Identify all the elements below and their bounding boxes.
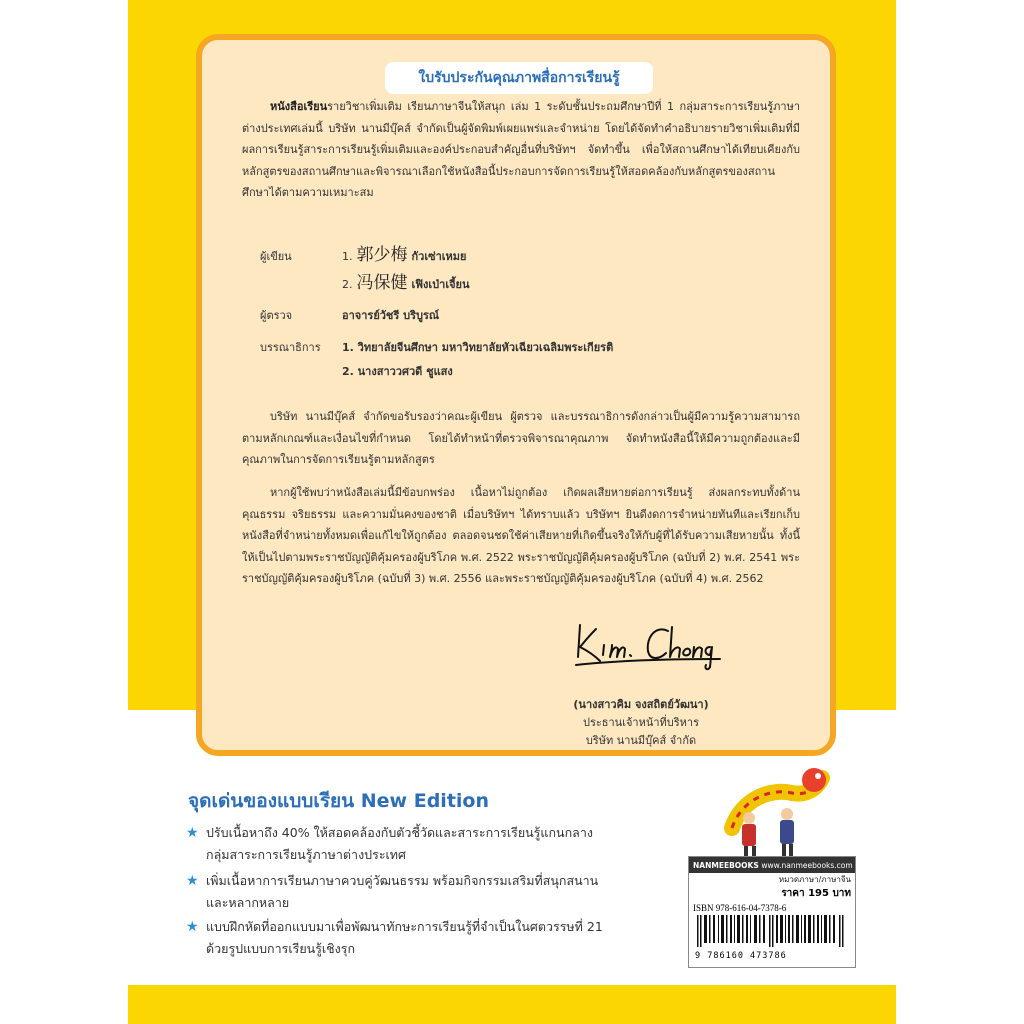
certificate-paragraph-1	[242, 96, 800, 204]
signature	[572, 615, 722, 675]
quality-certificate	[196, 34, 836, 756]
barcode-label	[688, 856, 856, 968]
star-icon: ★	[186, 919, 199, 935]
author-2-chinese: 冯保健	[356, 273, 408, 293]
certificate-paragraph-2: บริษัท นานมีบุ๊คส์ จำกัดขอรับรองว่าคณะผู้เขียน ผู้ตรวจ และบรรณาธิการดังกล่าวเป็นผู้มีความรู้ความสามารถตามหลักเกณฑ์และเงื่อนไขที่กำหนด โดยได้ทำหน้าที่ตรวจพิจารณาคุณภาพ จัดทำหนังสือนี้ให้มีความถูกต้องและมีคุณภาพในการจัดการเรียนรู้ตามหลักสูตร	[242, 410, 800, 467]
author-1-chinese: 郭少梅	[356, 245, 408, 265]
star-icon: ★	[186, 825, 199, 841]
highlight-item: ★ เพิ่มเนื้อหาการเรียนภาษาควบคู่วัฒนธรรม พร้อมกิจกรรมเสริมที่สนุกสนาน และหลากหลาย	[186, 870, 666, 914]
author-2-thai: เฟิงเป่าเจี้ยน	[411, 278, 470, 291]
signer-title: ประธานเจ้าหน้าที่บริหาร	[582, 716, 699, 729]
editor-2: 2. นางสาววศวดี ชูแสง	[342, 365, 453, 378]
lion-dance-illustration	[722, 758, 832, 858]
authors-label: ผู้เขียน	[260, 250, 292, 263]
signer-block	[536, 696, 746, 750]
signer-name: (นางสาวคิม จงสถิตย์วัฒนา)	[573, 698, 709, 711]
book-price: ราคา 195 บาท	[781, 888, 851, 899]
star-icon: ★	[186, 873, 199, 889]
publisher-logo: NANMEEBOOKS	[693, 860, 759, 870]
highlights-title: จุดเด่นของแบบเรียน New Edition	[188, 790, 489, 812]
author-1: 1. 郭少梅 กัวเซ่าเหมย	[342, 245, 467, 265]
isbn-text: ISBN 978-616-04-7378-6	[693, 903, 787, 913]
author-2: 2. 冯保健 เฟิงเป่าเจี้ยน	[342, 273, 470, 293]
book-category: หมวดภาษา/ภาษาจีน	[778, 875, 851, 884]
reviewer-name: อาจารย์วัชรี บริบูรณ์	[342, 309, 440, 322]
publisher-url: www.nanmeebooks.com	[761, 860, 853, 870]
paragraph-1-text: รายวิชาเพิ่มเติม เรียนภาษาจีนให้สนุก เล่ม 1 ระดับชั้นประถมศึกษาปีที่ 1 กลุ่มสาระการเรียนรู้ภาษาต่างประเทศเล่มนี้ บริษัท นานมีบุ๊คส์ จำกัดเป็นผู้จัดพิมพ์เผยแพร่และจำหน่าย โดยได้จัดทำคำอธิบายรายวิชาเพิ่มเติมที่มีผลการเรียนรู้สาระการเรียนรู้เพิ่มเติมและองค์ประกอบสำคัญอื่นที่บริษัทฯ จัดทำขึ้น เพื่อให้สถานศึกษาได้เทียบเคียงกับหลักสูตรของสถานศึกษาและพิจารณาเลือกใช้หนังสือนี้ประกอบการจัดการเรียนรู้ให้สอดคล้องกับหลักสูตรของสถานศึกษาได้ตามความเหมาะสม	[242, 100, 800, 200]
signer-company: บริษัท นานมีบุ๊คส์ จำกัด	[585, 734, 697, 747]
editor-1: 1. วิทยาลัยจีนศึกษา มหาวิทยาลัยหัวเฉียวเฉลิมพระเกียรติ	[342, 341, 614, 354]
editor-label: บรรณาธิการ	[260, 341, 321, 354]
textbook-label: หนังสือเรียน	[270, 100, 328, 113]
highlight-item: ★ แบบฝึกหัดที่ออกแบบมาเพื่อพัฒนาทักษะการเรียนรู้ที่จำเป็นในศตวรรษที่ 21 ด้วยรูปแบบการเรียนรู้เชิงรุก	[186, 916, 666, 960]
reviewer-label: ผู้ตรวจ	[260, 309, 293, 322]
barcode-number: 9 786160 473786	[695, 951, 787, 961]
author-1-thai: กัวเซ่าเหมย	[411, 250, 467, 263]
barcode-bars	[695, 915, 849, 947]
highlight-item: ★ ปรับเนื้อหาถึง 40% ให้สอดคล้องกับตัวชี้วัดและสาระการเรียนรู้แกนกลาง กลุ่มสาระการเรียนรู้ภาษาต่างประเทศ	[186, 822, 666, 866]
certificate-title: ใบรับประกันคุณภาพสื่อการเรียนรู้	[385, 62, 653, 94]
certificate-paragraph-3: หากผู้ใช้พบว่าหนังสือเล่มนี้มีข้อบกพร่อง เนื้อหาไม่ถูกต้อง เกิดผลเสียหายต่อการเรียนรู้ ส่งผลกระทบทั้งด้านคุณธรรม จริยธรรม และความมั่นคงของชาติ เมื่อบริษัทฯ ได้ทราบแล้ว บริษัทฯ ยินดีงดการจำหน่ายทันทีและเรียกเก็บหนังสือที่จำหน่ายทั้งหมดเพื่อแก้ไขให้ถูกต้อง ตลอดจนชดใช้ค่าเสียหายที่เกิดขึ้นจริงให้กับผู้ที่ได้รับความเสียหายนั้น ทั้งนี้ ให้เป็นไปตามพระราชบัญญัติคุ้มครองผู้บริโภค พ.ศ. 2522 พระราชบัญญัติคุ้มครองผู้บริโภค (ฉบับที่ 2) พ.ศ. 2541 พระราชบัญญัติคุ้มครองผู้บริโภค (ฉบับที่ 3) พ.ศ. 2556 และพระราชบัญญัติคุ้มครองผู้บริโภค (ฉบับที่ 4) พ.ศ. 2562	[242, 486, 800, 586]
